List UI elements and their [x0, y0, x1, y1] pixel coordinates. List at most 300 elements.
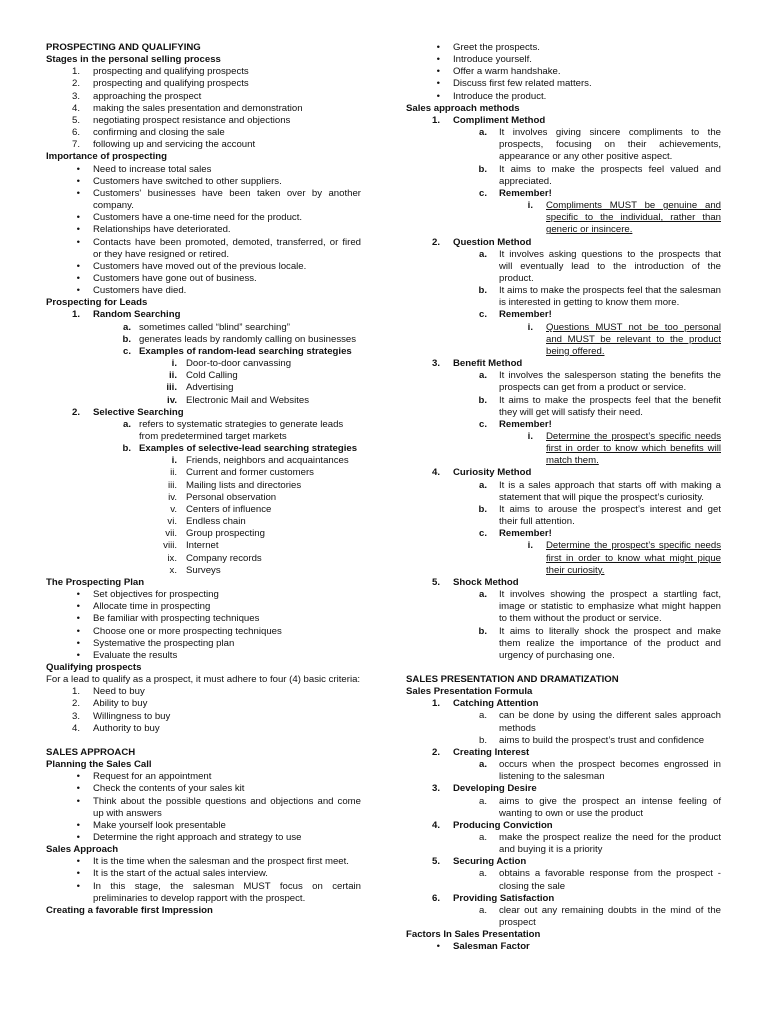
section-heading: The Prospecting Plan: [46, 576, 145, 588]
list-item-text: Customers have moved out of the previous locale.: [93, 260, 307, 272]
list-item: [406, 820, 721, 832]
list-item: [406, 54, 721, 66]
list-marker: 4.: [431, 819, 440, 831]
list-marker: v.: [170, 503, 177, 515]
list-item-text: Remember!: [499, 187, 552, 199]
list-item-text: Customers have switched to other suppliers.: [93, 175, 282, 187]
list-item-text: Willingness to buy: [93, 710, 171, 722]
list-item: [46, 455, 361, 467]
list-item: [406, 832, 721, 856]
list-marker: iii.: [166, 382, 177, 394]
list-marker: b.: [122, 443, 131, 455]
list-item-text: Introduce yourself.: [453, 54, 532, 66]
list-item: [46, 382, 361, 394]
list-item: [46, 419, 361, 443]
list-item: [406, 710, 721, 734]
list-item-text: Creating Interest: [453, 746, 530, 758]
list-item: [406, 322, 721, 358]
list-item: [406, 91, 721, 103]
list-marker: 6.: [71, 127, 80, 139]
list-item: [46, 820, 361, 832]
list-item-text: Benefit Method: [453, 358, 523, 370]
list-marker: b.: [478, 734, 487, 746]
list-item-text: Need to buy: [93, 686, 145, 698]
list-marker: vi.: [167, 516, 177, 528]
list-item-text: Surveys: [186, 564, 221, 576]
list-marker: a.: [478, 904, 487, 916]
list-item: [406, 249, 721, 285]
list-marker: ii.: [170, 467, 177, 479]
list-item: [406, 395, 721, 419]
list-item-text: Request for an appointment: [93, 771, 212, 783]
list-item-text: Questions MUST not be too personal and MUST be relevant to the product being offered.: [546, 321, 721, 357]
list-marker: 5.: [431, 576, 440, 588]
bullet-marker: •: [76, 880, 80, 892]
list-marker: vii.: [165, 528, 177, 540]
bullet-marker: •: [76, 589, 80, 601]
list-item-text: Choose one or more prospecting techniques: [93, 625, 282, 637]
bullet-marker: •: [76, 272, 80, 284]
section-heading: Creating a favorable first Impression: [46, 904, 213, 916]
list-item: [46, 334, 361, 346]
list-item-text: It aims to make the prospects feel valued and appreciated.: [499, 163, 721, 187]
paragraph: For a lead to qualify as a prospect, it must adhere to four (4) basic criteria:: [46, 674, 361, 686]
bullet-marker: •: [76, 649, 80, 661]
list-item: [406, 589, 721, 625]
list-item-text: Be familiar with prospecting techniques: [93, 613, 260, 625]
list-item-text: It aims to arouse the prospect’s interest and get their full attention.: [499, 503, 721, 528]
bullet-marker: •: [436, 941, 440, 953]
list-item-text: It aims to make the prospects feel that the benefit they will get will satisfy their need.: [499, 394, 721, 418]
section-heading: Sales approach methods: [406, 102, 520, 114]
list-item: [406, 626, 721, 662]
list-item: [46, 164, 361, 176]
list-item: [406, 747, 721, 759]
list-marker: b.: [478, 503, 487, 515]
list-item-text: Developing Desire: [453, 783, 537, 795]
list-item: [406, 419, 721, 431]
section-heading: Qualifying prospects: [46, 661, 142, 673]
list-marker: 4.: [71, 102, 80, 114]
list-marker: 3.: [431, 783, 440, 795]
list-item-text: approaching the prospect: [93, 90, 202, 102]
list-marker: a.: [122, 418, 131, 430]
list-item: [46, 370, 361, 382]
list-item-text: sometimes called “blind” searching”: [139, 321, 290, 333]
list-marker: a.: [478, 759, 487, 771]
list-item: [406, 78, 721, 90]
bullet-marker: •: [436, 90, 440, 102]
list-item: [46, 237, 361, 261]
list-item: [46, 553, 361, 565]
list-item: [406, 358, 721, 370]
list-item: [46, 467, 361, 479]
list-marker: 1.: [71, 686, 80, 698]
list-item: [406, 504, 721, 528]
list-item: [406, 66, 721, 78]
list-marker: a.: [478, 589, 487, 601]
list-item-text: negotiating prospect resistance and objections: [93, 114, 291, 126]
list-item: [46, 856, 361, 868]
list-marker: 1.: [71, 309, 80, 321]
list-item: [406, 480, 721, 504]
list-item-text: aims to build the prospect’s trust and confidence: [499, 734, 705, 746]
list-item: [46, 176, 361, 188]
list-item-text: It aims to make the prospects feel that the salesman is interested in getting to know them more.: [499, 285, 721, 309]
list-item-text: refers to systematic strategies to generate leads from predetermined target markets: [139, 418, 344, 442]
list-item: [406, 431, 721, 467]
list-item: [46, 613, 361, 625]
list-item: [46, 528, 361, 540]
list-item: [46, 261, 361, 273]
spacer: [46, 735, 361, 747]
list-marker: 1.: [431, 698, 440, 710]
bullet-marker: •: [76, 163, 80, 175]
list-item: [46, 127, 361, 139]
list-item: [406, 467, 721, 479]
section-heading: Stages in the personal selling process: [46, 54, 221, 66]
list-item-text: generates leads by randomly calling on businesses: [139, 333, 357, 345]
list-marker: a.: [478, 795, 487, 807]
list-item-text: Customers have gone out of business.: [93, 272, 257, 284]
list-item-text: Examples of selective-lead searching strategies: [139, 443, 358, 455]
list-item: [46, 638, 361, 650]
section-heading: Prospecting for Leads: [46, 297, 148, 309]
list-item: [46, 346, 361, 358]
list-marker: 2.: [71, 78, 80, 90]
list-item: [46, 66, 361, 78]
bullet-marker: •: [76, 819, 80, 831]
bullet-marker: •: [76, 236, 80, 248]
list-item-text: It is a sales approach that starts off with making a statement that will pique the prospect’s curiosity.: [499, 479, 721, 503]
list-item-text: Remember!: [499, 528, 552, 540]
bullet-marker: •: [76, 795, 80, 807]
bullet-marker: •: [76, 856, 80, 868]
list-item-text: Greet the prospects.: [453, 42, 540, 53]
list-item-text: Set objectives for prospecting: [93, 589, 219, 601]
list-marker: i.: [527, 200, 533, 212]
list-item: [46, 115, 361, 127]
list-marker: a.: [478, 868, 487, 880]
bullet-marker: •: [76, 625, 80, 637]
list-item-text: Internet: [186, 540, 219, 552]
list-item: [46, 686, 361, 698]
list-marker: b.: [478, 625, 487, 637]
list-item: [46, 832, 361, 844]
list-marker: a.: [478, 370, 487, 382]
list-item-text: Selective Searching: [93, 406, 184, 418]
list-item-text: Determine the prospect’s specific needs first in order to know which benefits will match them.: [546, 431, 721, 467]
list-item-text: can be done by using the different sales approach methods: [499, 710, 721, 734]
list-marker: b.: [478, 163, 487, 175]
list-item: [406, 285, 721, 309]
list-item: [46, 103, 361, 115]
list-marker: c.: [122, 345, 131, 357]
list-item: [406, 115, 721, 127]
list-item-text: Personal observation: [186, 491, 277, 503]
list-item: [46, 443, 361, 455]
right-column: [406, 42, 721, 954]
list-item-text: Customers have a one-time need for the product.: [93, 212, 303, 224]
list-item-text: prospecting and qualifying prospects: [93, 78, 249, 90]
bullet-marker: •: [76, 771, 80, 783]
list-item-text: Salesman Factor: [453, 941, 530, 953]
list-item: [46, 358, 361, 370]
list-item: [406, 528, 721, 540]
list-item-text: aims to give the prospect an intense feeling of wanting to own or use the product: [499, 795, 721, 819]
list-item-text: Providing Satisfaction: [453, 892, 555, 904]
section-heading: Planning the Sales Call: [46, 759, 152, 771]
bullet-marker: •: [76, 868, 80, 880]
section-heading: Sales Presentation Formula: [406, 686, 533, 698]
list-item: [46, 723, 361, 735]
list-item-text: It involves showing the prospect a startling fact, image or statistic to emphasize what might happen to them without the product or service.: [499, 589, 721, 625]
list-marker: a.: [478, 127, 487, 139]
list-marker: ix.: [167, 552, 177, 564]
list-item-text: It involves giving sincere compliments to the prospects, focusing on their achievements, appearance or any other positive aspect.: [499, 127, 721, 163]
list-item: [46, 516, 361, 528]
list-item-text: Company records: [186, 552, 262, 564]
list-item-text: obtains a favorable response from the prospect - closing the sale: [499, 868, 721, 892]
bullet-marker: •: [76, 285, 80, 297]
list-marker: a.: [478, 248, 487, 260]
list-item: [406, 577, 721, 589]
list-marker: 2.: [431, 746, 440, 758]
list-item-text: Make yourself look presentable: [93, 819, 226, 831]
list-item: [46, 711, 361, 723]
list-marker: 2.: [71, 406, 80, 418]
list-item: [406, 164, 721, 188]
list-item-text: Remember!: [499, 309, 552, 321]
list-marker: 7.: [71, 139, 80, 151]
list-item-text: Advertising: [186, 382, 234, 394]
list-item-text: Introduce the product.: [453, 90, 547, 102]
list-marker: 3.: [431, 358, 440, 370]
list-item: [406, 200, 721, 236]
list-item-text: Authority to buy: [93, 722, 160, 734]
section-heading: PROSPECTING AND QUALIFYING: [46, 42, 201, 53]
bullet-marker: •: [436, 66, 440, 78]
list-marker: 4.: [71, 722, 80, 734]
list-marker: iv.: [167, 394, 177, 406]
list-item: [46, 395, 361, 407]
list-item-text: Group prospecting: [186, 528, 265, 540]
list-item-text: In this stage, the salesman MUST focus on certain preliminaries to develop rapport with the prospect.: [93, 880, 361, 904]
list-item-text: Securing Action: [453, 856, 527, 868]
list-marker: a.: [122, 321, 131, 333]
list-item: [46, 881, 361, 905]
list-item-text: Check the contents of your sales kit: [93, 783, 245, 795]
list-item-text: Remember!: [499, 418, 552, 430]
list-item: [46, 504, 361, 516]
list-item-text: Curiosity Method: [453, 467, 532, 479]
list-marker: c.: [478, 418, 487, 430]
list-item-text: Examples of random-lead searching strategies: [139, 345, 352, 357]
list-item: [406, 540, 721, 576]
list-item-text: occurs when the prospect becomes engrossed in listening to the salesman: [499, 759, 721, 783]
list-item-text: Contacts have been promoted, demoted, transferred, or fired or they have resigned or retired.: [93, 236, 361, 260]
list-item-text: Endless chain: [186, 516, 246, 528]
spacer: [406, 662, 721, 674]
bullet-marker: •: [436, 42, 440, 53]
list-item: [46, 589, 361, 601]
list-item: [406, 868, 721, 892]
list-item-text: prospecting and qualifying prospects: [93, 66, 249, 78]
list-item: [406, 893, 721, 905]
list-item: [406, 735, 721, 747]
list-marker: 1.: [431, 114, 440, 126]
list-marker: i.: [527, 540, 533, 552]
list-item: [46, 565, 361, 577]
list-item-text: Electronic Mail and Websites: [186, 394, 309, 406]
list-item-text: confirming and closing the sale: [93, 127, 225, 139]
list-marker: 4.: [431, 467, 440, 479]
list-marker: 6.: [431, 892, 440, 904]
list-marker: i.: [527, 431, 533, 442]
list-item: [406, 370, 721, 394]
list-item-text: Need to increase total sales: [93, 163, 212, 175]
list-item-text: Determine the prospect’s specific needs first in order to know what might pique their curiosity.: [546, 540, 721, 576]
list-item: [406, 127, 721, 163]
list-item: [406, 42, 721, 54]
list-item-text: It is the time when the salesman and the prospect first meet.: [93, 856, 349, 868]
list-item-text: Evaluate the results: [93, 649, 178, 661]
list-marker: 2.: [71, 698, 80, 710]
list-item: [46, 224, 361, 236]
list-item: [46, 480, 361, 492]
list-marker: b.: [478, 285, 487, 297]
list-item-text: Catching Attention: [453, 698, 539, 710]
left-column: [46, 42, 361, 917]
section-heading: Importance of prospecting: [46, 151, 167, 163]
list-marker: 5.: [71, 114, 80, 126]
list-item: [46, 273, 361, 285]
list-marker: c.: [478, 187, 487, 199]
list-marker: 3.: [71, 90, 80, 102]
list-item: [46, 601, 361, 613]
list-marker: 3.: [71, 710, 80, 722]
bullet-marker: •: [76, 601, 80, 613]
list-item: [46, 650, 361, 662]
list-marker: ii.: [169, 370, 177, 382]
list-marker: a.: [478, 832, 487, 843]
list-item-text: Shock Method: [453, 576, 519, 588]
list-item-text: Customers' businesses have been taken over by another company.: [93, 187, 361, 212]
list-marker: i.: [527, 321, 533, 333]
list-item-text: Determine the right approach and strategy to use: [93, 832, 302, 843]
list-item: [406, 188, 721, 200]
list-marker: 1.: [71, 66, 80, 78]
list-item: [406, 698, 721, 710]
bullet-marker: •: [76, 783, 80, 795]
list-item: [406, 759, 721, 783]
list-marker: iii.: [167, 479, 177, 491]
list-marker: c.: [478, 528, 487, 540]
list-item: [46, 188, 361, 212]
list-item: [46, 91, 361, 103]
list-item-text: It involves asking questions to the prospects that will eventually lead to the introduction of the product.: [499, 248, 721, 284]
bullet-marker: •: [76, 224, 80, 236]
list-item-text: Discuss first few related matters.: [453, 78, 592, 90]
list-item-text: Systemative the prospecting plan: [93, 637, 235, 649]
list-item: [46, 309, 361, 321]
list-marker: iv.: [168, 491, 177, 503]
list-item-text: Allocate time in prospecting: [93, 601, 211, 613]
list-item-text: following up and servicing the account: [93, 139, 256, 151]
list-item: [46, 771, 361, 783]
bullet-marker: •: [76, 175, 80, 187]
list-item-text: Compliments MUST be genuine and specific to the individual, rather than generic or insincere.: [546, 200, 721, 236]
bullet-marker: •: [436, 78, 440, 90]
list-item-text: clear out any remaining doubts in the mind of the prospect: [499, 904, 721, 929]
list-item: [46, 783, 361, 795]
list-item: [406, 309, 721, 321]
list-item: [46, 540, 361, 552]
list-item-text: Centers of influence: [186, 503, 272, 515]
list-item-text: It aims to literally shock the prospect and make them realize the importance of the product and urgency of purchasing one.: [499, 625, 721, 661]
list-item-text: making the sales presentation and demonstration: [93, 102, 303, 114]
list-item: [46, 868, 361, 880]
list-marker: i.: [171, 358, 177, 370]
list-marker: a.: [478, 710, 487, 722]
list-item-text: make the prospect realize the need for the product and buying it is a priority: [499, 832, 721, 856]
list-marker: c.: [478, 309, 487, 321]
bullet-marker: •: [76, 260, 80, 272]
bullet-marker: •: [76, 832, 80, 843]
section-heading: Sales Approach: [46, 844, 119, 856]
list-marker: b.: [478, 394, 487, 406]
list-item-text: Think about the possible questions and objections and come up with answers: [93, 795, 361, 819]
list-item: [406, 796, 721, 820]
list-item: [46, 698, 361, 710]
section-heading: SALES APPROACH: [46, 746, 136, 758]
list-item-text: Cold Calling: [186, 370, 238, 382]
bullet-marker: •: [76, 613, 80, 625]
list-item-text: Question Method: [453, 236, 532, 248]
list-item-text: Mailing lists and directories: [186, 479, 302, 491]
list-item-text: It involves the salesperson stating the benefits the prospects can get from a product or service.: [499, 370, 721, 394]
list-marker: x.: [169, 564, 177, 576]
list-item: [46, 492, 361, 504]
bullet-marker: •: [76, 187, 80, 199]
list-item: [406, 856, 721, 868]
list-item-text: Ability to buy: [93, 698, 148, 710]
list-item-text: Compliment Method: [453, 114, 546, 126]
list-item: [46, 212, 361, 224]
list-item: [406, 941, 721, 953]
bullet-marker: •: [76, 212, 80, 224]
bullet-marker: •: [76, 637, 80, 649]
list-item: [406, 783, 721, 795]
list-marker: viii.: [163, 540, 177, 552]
list-item-text: Door-to-door canvassing: [186, 358, 292, 370]
list-item-text: Relationships have deteriorated.: [93, 224, 231, 236]
list-marker: 2.: [431, 236, 440, 248]
list-item-text: It is the start of the actual sales interview.: [93, 868, 268, 880]
list-marker: i.: [171, 455, 177, 467]
list-item: [46, 139, 361, 151]
list-item: [406, 237, 721, 249]
list-marker: 5.: [431, 856, 440, 868]
list-item: [46, 285, 361, 297]
list-item-text: Offer a warm handshake.: [453, 66, 561, 78]
list-item: [46, 626, 361, 638]
list-item: [46, 322, 361, 334]
list-marker: b.: [122, 333, 131, 345]
list-marker: a.: [478, 479, 487, 491]
list-item-text: Random Searching: [93, 309, 181, 321]
list-item-text: Friends, neighbors and acquaintances: [186, 455, 349, 467]
